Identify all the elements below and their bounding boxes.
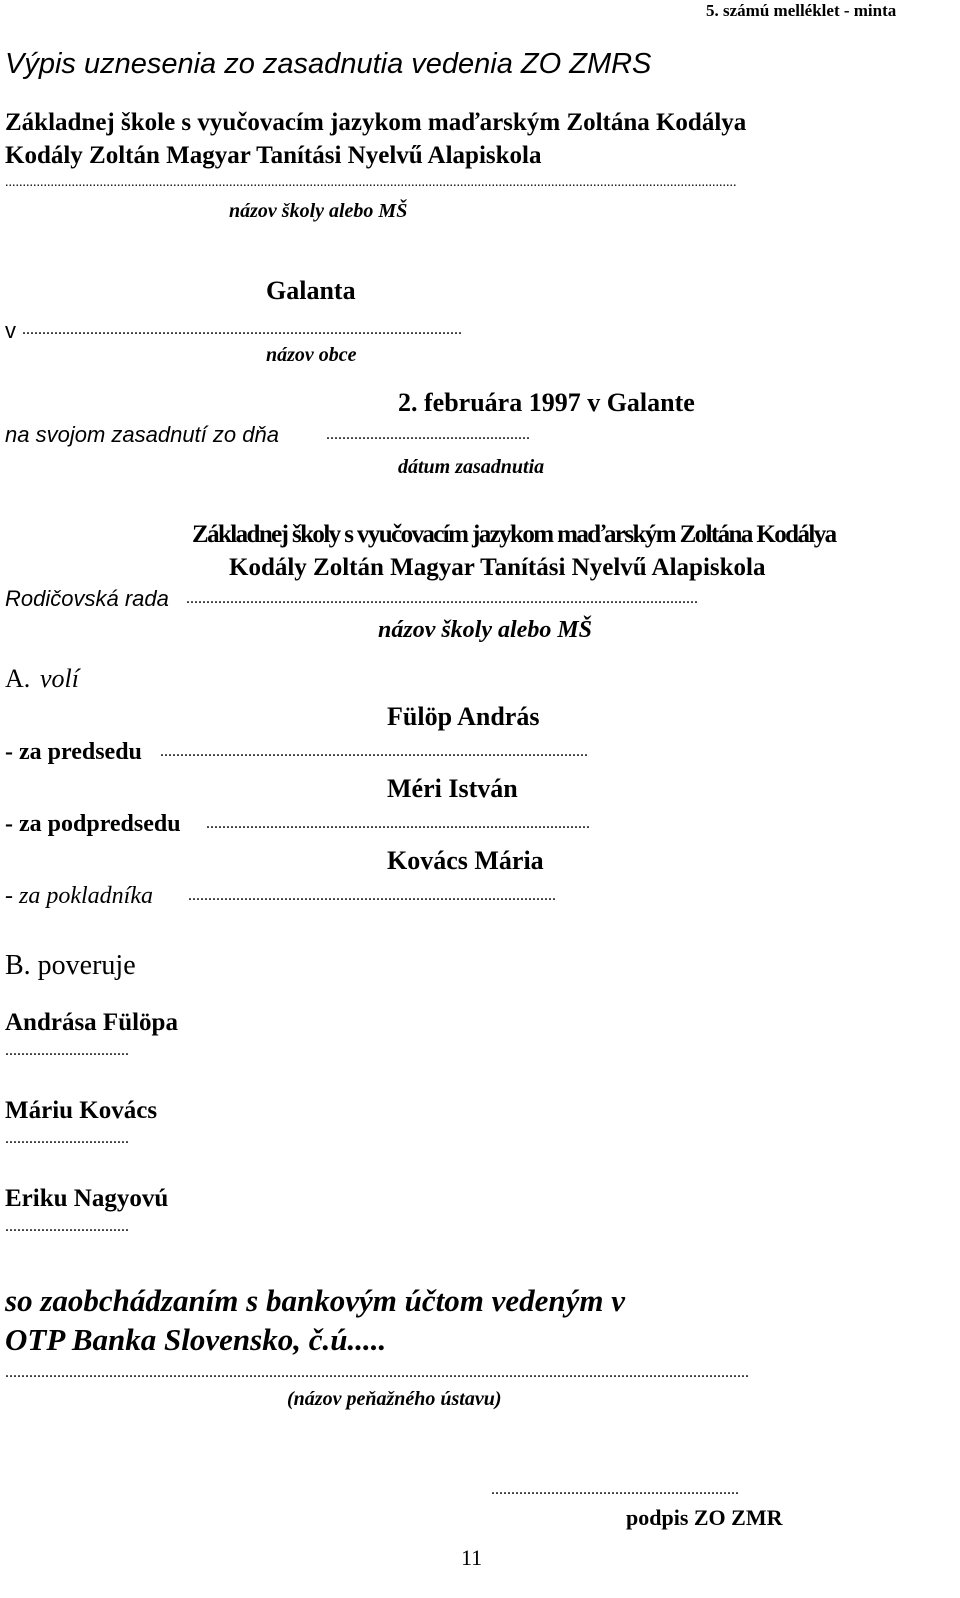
treasurer-name: Kovács Mária [387, 846, 544, 875]
town-value: Galanta [266, 276, 356, 305]
council-school-line2: Kodály Zoltán Magyar Tanítási Nyelvű Alapiskola [229, 554, 766, 581]
bank-name-caption: (názov peňažného ústavu) [287, 1388, 502, 1410]
vice-chairman-name: Méri István [387, 774, 518, 803]
school-name-line1: Základnej škole s vyučovacím jazykom maďarským Zoltána Kodálya [5, 109, 747, 136]
authorized-person-name: Andrása Fülöpa [5, 1009, 178, 1036]
attachment-label: 5. számú melléklet - minta [706, 1, 897, 20]
council-dotted-line: ................................................................................................................................ [186, 591, 698, 607]
vice-chairman-dotted-line: ................................................................................................ [206, 816, 590, 832]
council-caption: názov školy alebo MŠ [378, 617, 593, 643]
section-b-heading: B. poveruje [5, 950, 136, 981]
page-number: 11 [461, 1545, 483, 1570]
town-prefix: v [5, 318, 16, 343]
meeting-date-value: 2. februára 1997 v Galante [398, 388, 695, 417]
bank-account-line1: so zaobchádzaním s bankovým účtom vedeným v [5, 1283, 625, 1318]
section-a-verb: volí [40, 664, 79, 693]
town-dotted-line: .............................................................................................................. [22, 322, 462, 338]
section-a-letter: A. [5, 664, 31, 693]
bank-account-line2: OTP Banka Slovensko, č.ú..... [5, 1322, 387, 1357]
authorized-person-name: Eriku Nagyovú [5, 1185, 169, 1212]
authorized-person-dotted-line: ............................... [5, 1043, 129, 1059]
meeting-date-dotted-line: ................................................... [326, 427, 530, 443]
school-name-caption: názov školy alebo MŠ [229, 200, 408, 222]
document-title: Výpis uznesenia zo zasadnutia vedenia ZO ZMRS [5, 48, 652, 80]
meeting-date-caption: dátum zasadnutia [398, 456, 545, 478]
meeting-date-prefix: na svojom zasadnutí zo dňa [5, 422, 279, 447]
signature-dotted-line: .............................................................. [491, 1482, 739, 1498]
authorized-person-dotted-line: ............................... [5, 1219, 129, 1235]
chairman-label: - za predsedu [5, 739, 142, 765]
authorized-person-name: Máriu Kovács [5, 1097, 158, 1124]
treasurer-dotted-line: ............................................................................................ [188, 888, 556, 904]
signature-caption: podpis ZO ZMR [626, 1505, 783, 1530]
council-prefix: Rodičovská rada [5, 586, 169, 611]
treasurer-label: - za pokladníka [5, 883, 153, 909]
school-name-line2: Kodály Zoltán Magyar Tanítási Nyelvű Alapiskola [5, 142, 542, 169]
authorized-person-dotted-line: ............................... [5, 1131, 129, 1147]
vice-chairman-label: - za podpredsedu [5, 811, 181, 837]
bank-name-dotted-line: .......................................................................................................................................................................................... [5, 1365, 749, 1381]
chairman-name: Fülöp András [387, 702, 540, 731]
chairman-dotted-line: ........................................................................................................... [160, 744, 588, 760]
town-caption: názov obce [266, 344, 357, 366]
council-school-line1: Základnej školy s vyučovacím jazykom maďarským Zoltána Kodálya [192, 521, 836, 548]
school-name-dotted-line: ................................................................................................................................................................................................................. [5, 176, 737, 190]
